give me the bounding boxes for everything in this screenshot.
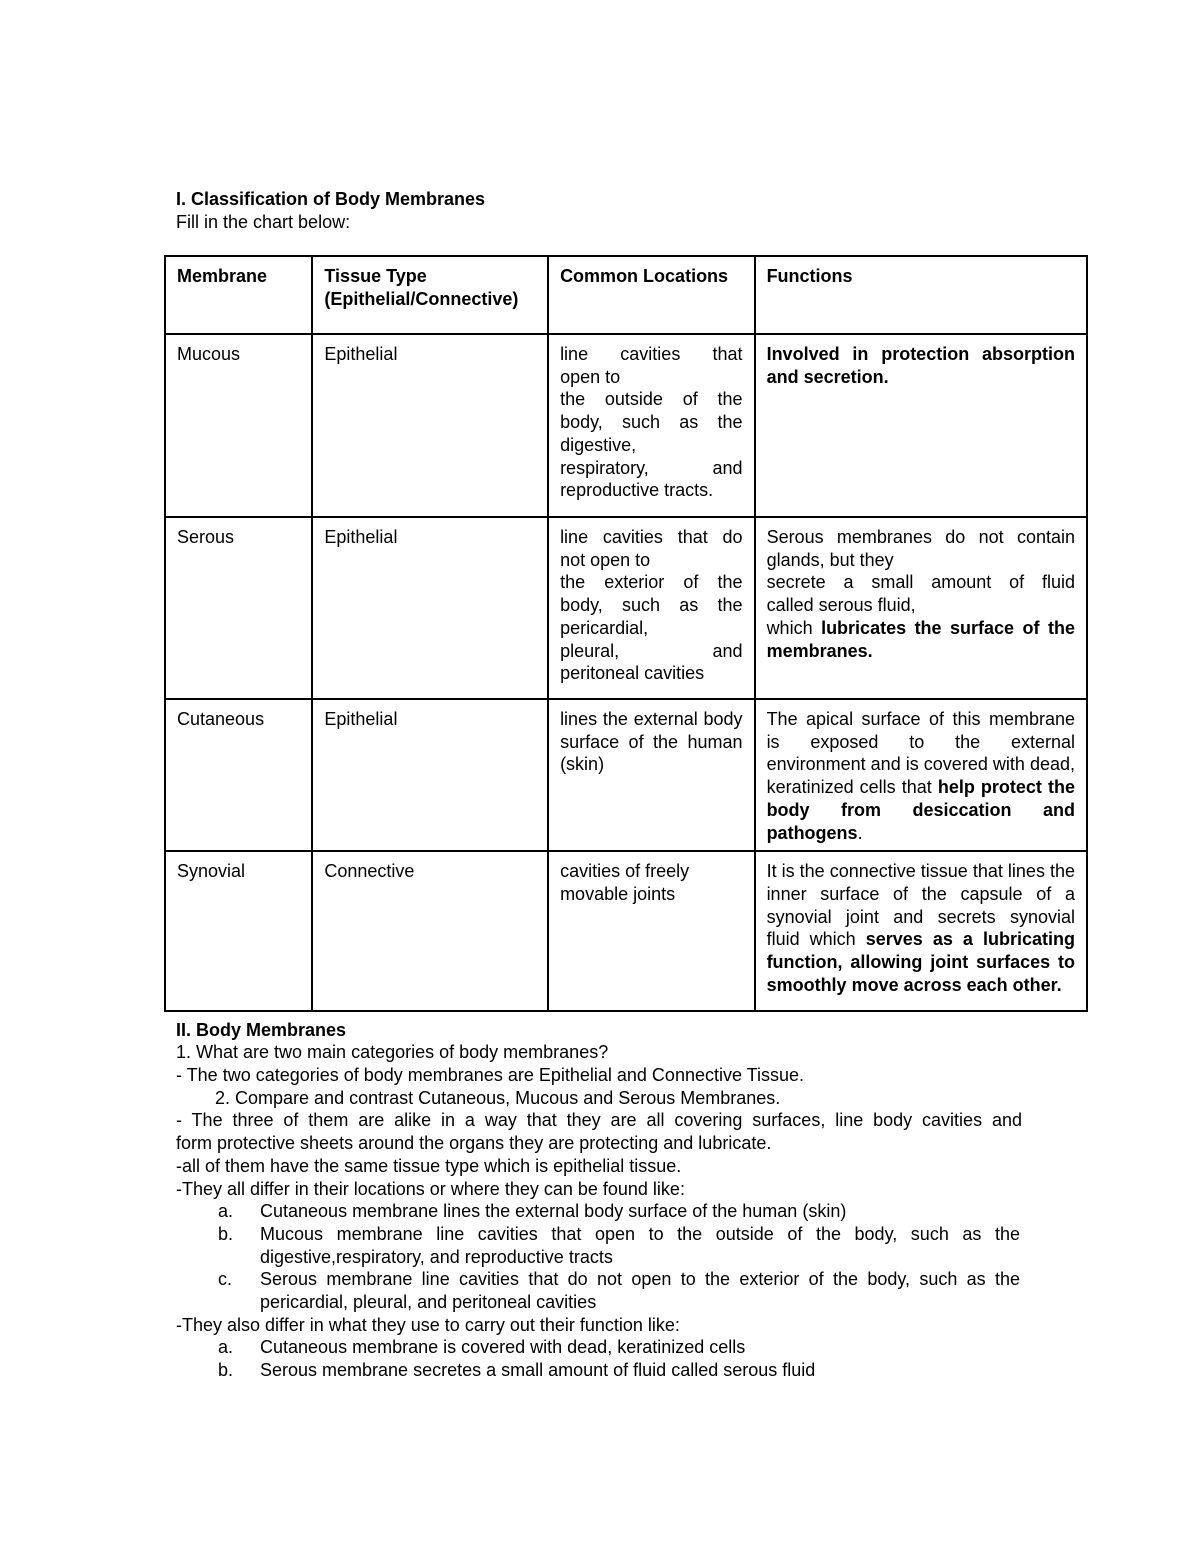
answer-2-line: - The three of them are alike in a way that they are all covering surfaces, line body cavities and (176, 1110, 1022, 1130)
table-row (165, 699, 1087, 851)
cell-locations: line cavities that open to the outside of the body, such as the digestive, respiratory, and reproductive tracts. (548, 334, 755, 517)
table-row (165, 517, 1087, 699)
cell-locations: cavities of freely movable joints (548, 851, 755, 1011)
table-row (165, 851, 1087, 1011)
document-page: I. Classification of Body Membranes Fill in the chart below: Membrane Tissue Type (Epithelial/Connective) Common Locations Functions Mucous Epithelial line cavities that open to the outside of the body, such as the digestive, respiratory, and reproductive tracts. Involved in protection absorption and secretion. Serous Epithelial line cavities that do not open to the exterior of the body, such as the pericardial, pleural, and peritoneal cavities Serous membranes do not contain glands, but they secrete a small amount of fluid called serous fluid, which lubricates the surface of the membranes. Cutaneous Epithelial lines the external body surface of the human (skin) The apical surface of this membrane is exposed to the external environment and is covered with dead, keratinized cells that help protect the body from desiccation and pathogens. Synovial Connective cavities of freely movable joints It is the connective tissue that lines the inner surface of the capsule of a synovial joint and secrets synovial fluid which serves as a lubricating function, allowing joint surfaces to smoothly move across each other. II. Body Membranes 1. What are two main categories of body membranes? - The two categories of body membranes are Epithelial and Connective Tissue. 2. Compare and contrast Cutaneous, Mucous and Serous Membranes. - The three of them are alike in a way that they are all covering surfaces, line body cavities and form protective sheets around the organs they are protecting and lubricate. -all of them have the same tissue type which is epithelial tissue. -They all differ in their locations or where they can be found like: a. Cutaneous membrane lines the external body surface of the human (skin) b. Mucous membrane line cavities that open to the outside of the body, such as the digestive,respiratory, and reproductive tracts c. Serous membrane line cavities that do not open to the exterior of the body, such as the pericardial, pleural, and peritoneal cavities -They also differ in what they use to carry out their function like: a. Cutaneous membrane is covered with dead, keratinized cells b. Serous membrane secretes a small amount of fluid called serous fluid (0, 0, 1200, 1557)
cell-locations: line cavities that do not open to the exterior of the body, such as the pericardial, pleural, and peritoneal cavities (548, 517, 755, 699)
answer-2-line: -all of them have the same tissue type which is epithelial tissue. (176, 1156, 682, 1176)
membrane-chart (164, 255, 1088, 1012)
cell-functions: It is the connective tissue that lines the inner surface of the capsule of a synovial joint and secrets synovial fluid which serves as a lubricating function, allowing joint surfaces to smoothly move across each other. (755, 851, 1087, 1011)
list-item: c. Serous membrane line cavities that do not open to the exterior of the body, such as the pericardial, pleural, and peritoneal cavities (218, 1269, 1020, 1312)
answer-2-line: form protective sheets around the organs they are protecting and lubricate. (176, 1133, 772, 1153)
answer-1: - The two categories of body membranes are Epithelial and Connective Tissue. (176, 1065, 805, 1085)
list-item: b. Mucous membrane line cavities that open to the outside of the body, such as the digestive,respiratory, and reproductive tracts (218, 1224, 1020, 1267)
cell-tissue: Epithelial (312, 699, 548, 851)
header-common-locations: Common Locations (548, 256, 755, 334)
cell-tissue: Epithelial (312, 517, 548, 699)
cell-membrane: Cutaneous (165, 699, 312, 851)
answer-2-line: -They also differ in what they use to carry out their function like: (176, 1315, 680, 1335)
cell-membrane: Synovial (165, 851, 312, 1011)
cell-tissue: Connective (312, 851, 548, 1011)
cell-membrane: Mucous (165, 334, 312, 517)
cell-tissue: Epithelial (312, 334, 548, 517)
section1-title: I. Classification of Body Membranes (176, 189, 486, 209)
cell-functions: Serous membranes do not contain glands, but they secrete a small amount of fluid called serous fluid, which lubricates the surface of the membranes. (755, 517, 1087, 699)
section2-title: II. Body Membranes (176, 1020, 347, 1040)
cell-functions: Involved in protection absorption and secretion. (755, 334, 1087, 517)
cell-locations: lines the external body surface of the human (skin) (548, 699, 755, 851)
question-1: 1. What are two main categories of body membranes? (176, 1042, 609, 1062)
answer-2-line: -They all differ in their locations or where they can be found like: (176, 1179, 685, 1199)
cell-functions: The apical surface of this membrane is exposed to the external environment and is covered with dead, keratinized cells that help protect the body from desiccation and pathogens. (755, 699, 1087, 851)
question-2: 2. Compare and contrast Cutaneous, Mucous and Serous Membranes. (215, 1088, 781, 1108)
header-tissue-type: Tissue Type (Epithelial/Connective) (312, 256, 548, 334)
header-membrane: Membrane (165, 256, 312, 334)
table-row (165, 334, 1087, 517)
section1-instruction: Fill in the chart below: (176, 212, 351, 232)
table-header-row (165, 256, 1087, 334)
cell-membrane: Serous (165, 517, 312, 699)
header-functions: Functions (755, 256, 1087, 334)
